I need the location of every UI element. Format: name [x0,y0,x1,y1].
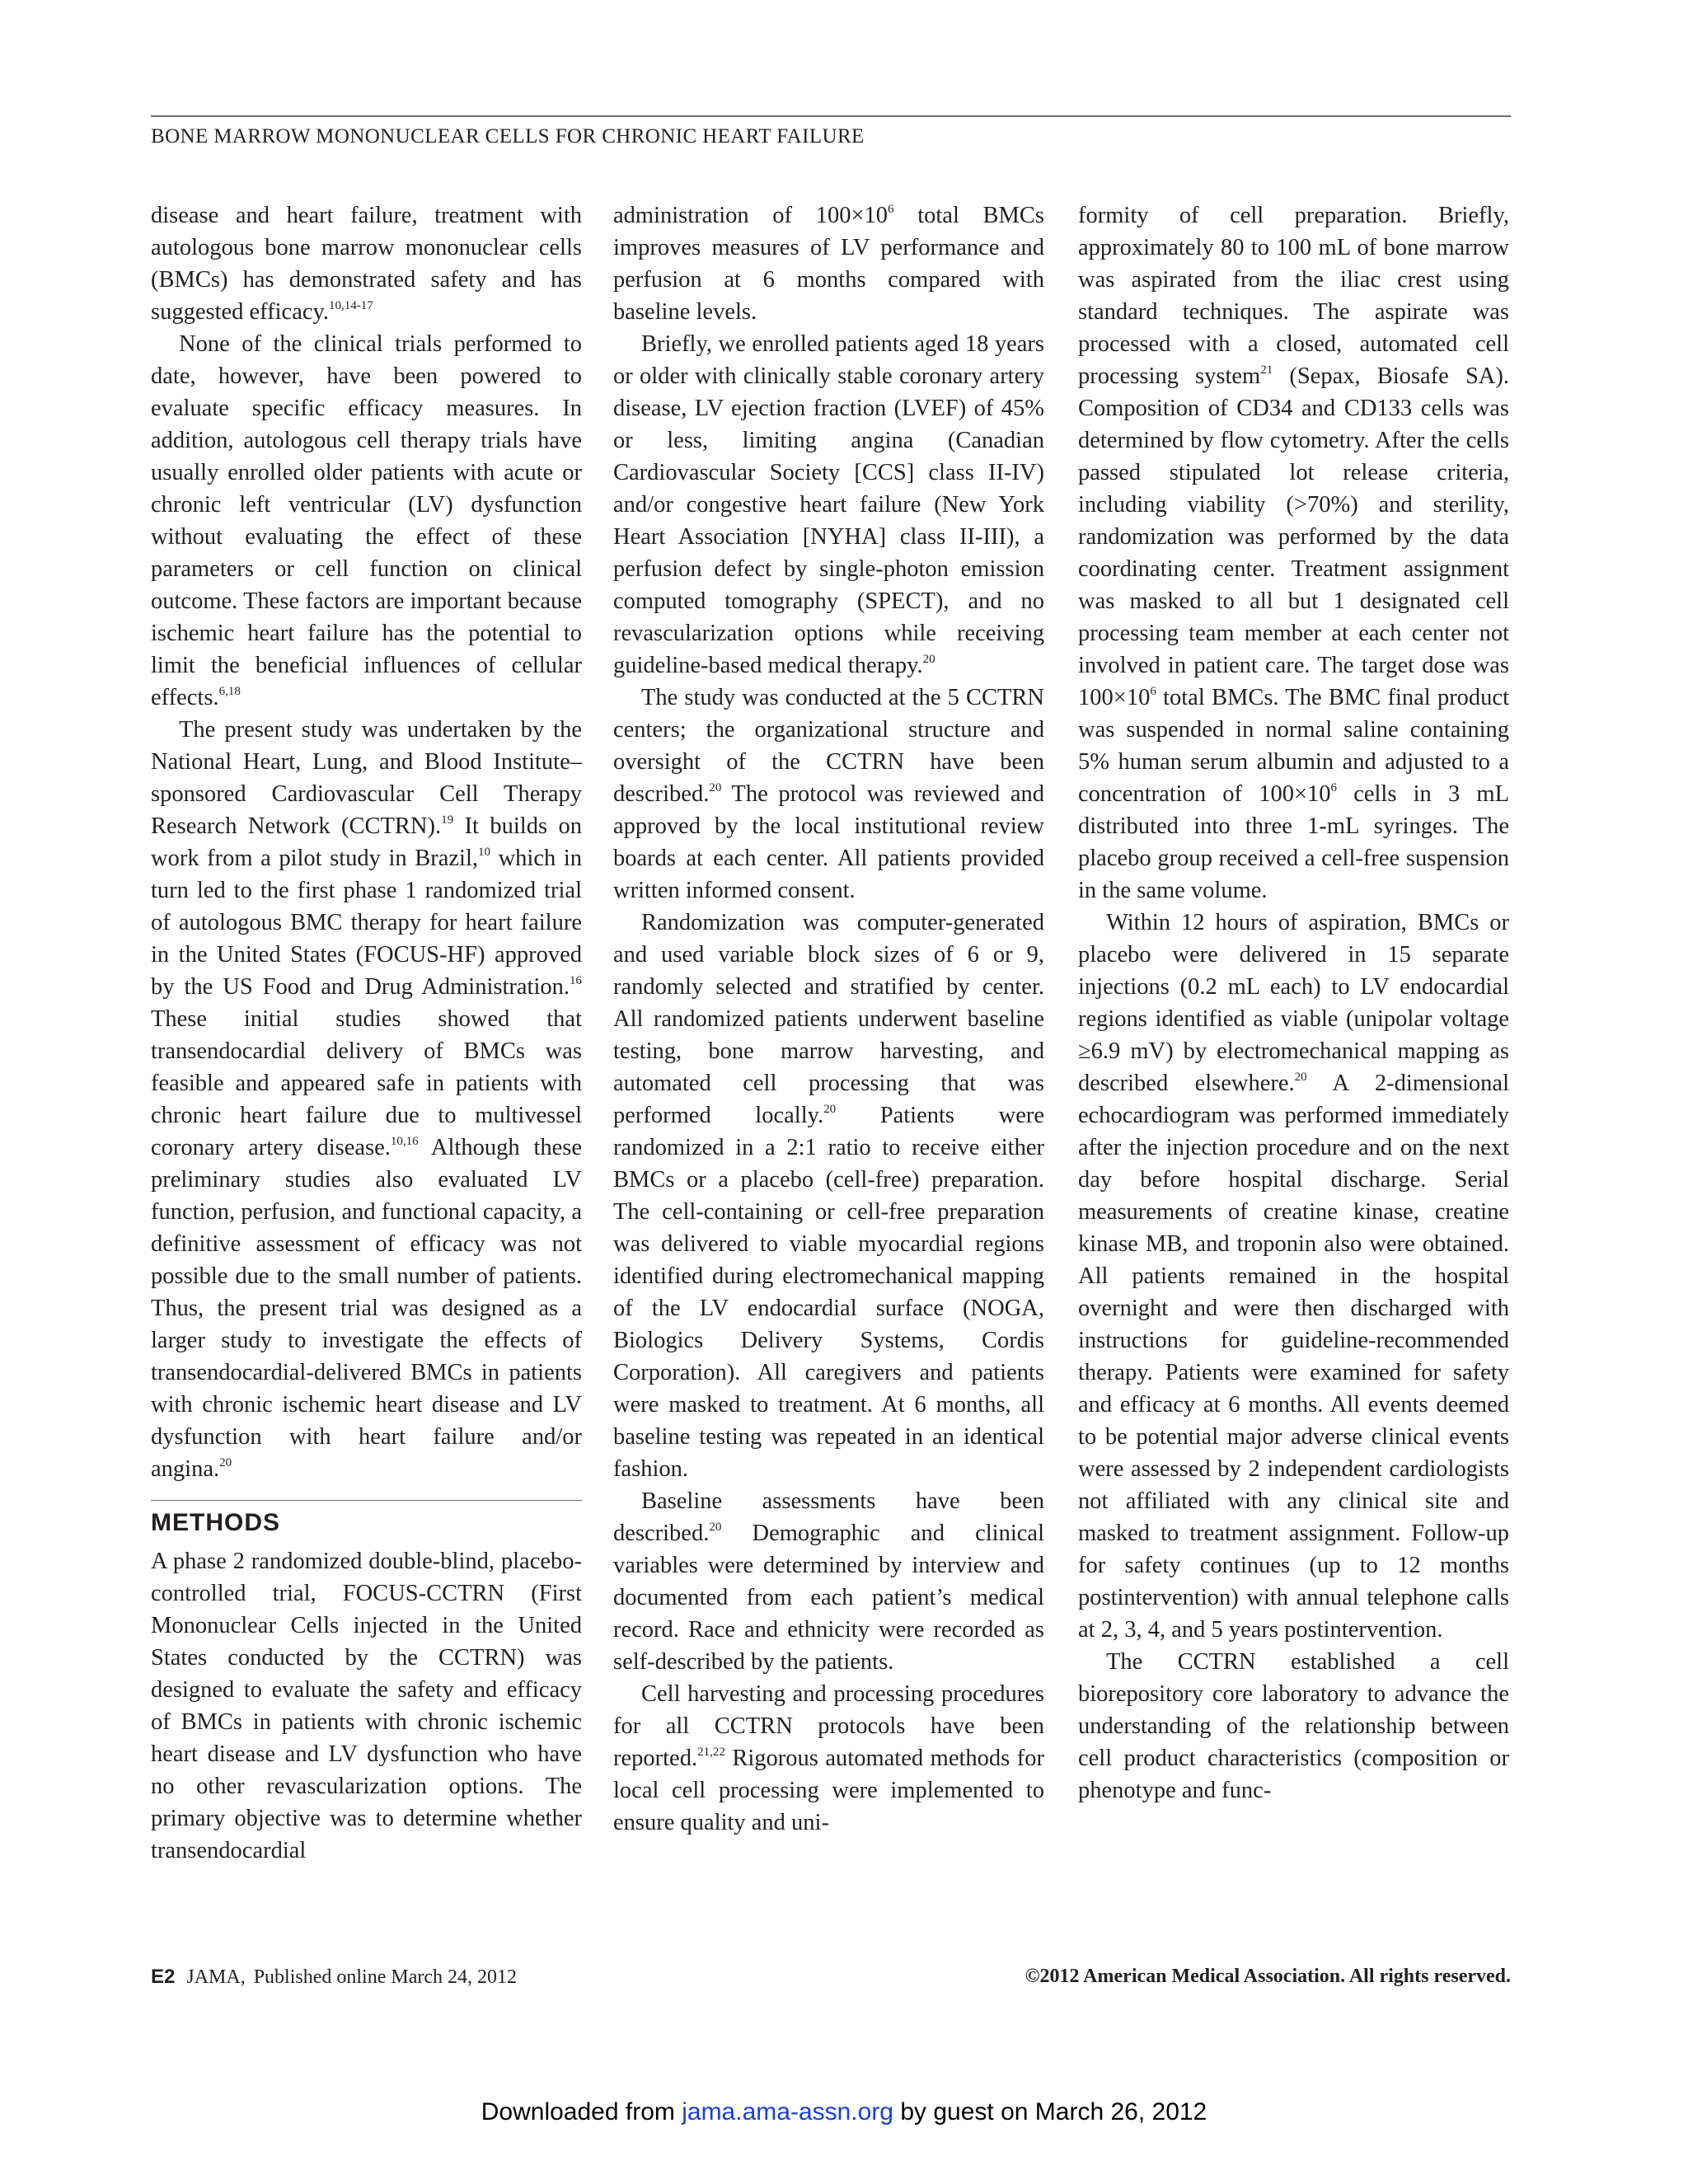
section-rule [151,1500,582,1501]
page-number: E2 [151,1966,176,1988]
citation-ref: 20 [1294,1071,1307,1084]
citation-ref: 20 [219,1456,232,1469]
citation-ref: 21 [1260,363,1273,377]
paragraph: A phase 2 randomized double-blind, placebo-controlled trial, FOCUS-CCTRN (First Mononuclear Cells injected in the United States conducted by the CCTRN) was designed to evaluate the safety and efficacy of BMCs in patients with chronic ischemic heart disease and LV dysfunction who have no other revascularization options. The primary objective was to determine whether transendocardial [151,1549,582,1863]
citation-ref: 19 [441,813,454,827]
paragraph: Cell harvesting and processing procedures for all CCTRN protocols have been reported.$^{21,22}$ Rigorous automated methods for local cell processing were implemented to ensure quality and uni- [613,1681,1044,1835]
citation-ref: 20 [709,1521,722,1534]
citation-ref: 16 [570,974,582,987]
source-link[interactable]: jama.ama-assn.org [682,2098,893,2125]
citation-ref: 20 [709,781,722,794]
paragraph: The study was conducted at the 5 CCTRN centers; the organizational structure and oversight of the CCTRN have been described.$^{20}$ The protocol was reviewed and approved by the local institutional review boards at each center. All patients provided written informed consent. [613,685,1044,903]
download-banner: Downloaded from jama.ama-assn.org by guest on March 26, 2012 [481,2098,1207,2125]
citation-ref: 10,14-17 [329,299,373,312]
paragraph: Randomization was computer-generated and used variable block sizes of 6 or 9, randomly selected and stratified by center. All randomized patients underwent baseline testing, bone marrow harvesting, and automated cell processing that was performed locally.$^{20}$ Patients were randomized in a 2:1 ratio to receive either BMCs or a placebo (cell-free) preparation. The cell-containing or cell-free preparation was delivered to viable myocardial regions identified during electromechanical mapping of the LV endocardial surface (NOGA, Biologics Delivery Systems, Cordis Corporation). All caregivers and patients were masked to treatment. At 6 months, all baseline testing was repeated in an identical fashion. [613,910,1044,1482]
citation-ref: 10,16 [390,1135,419,1148]
methods-heading: METHODS [151,1509,280,1536]
paragraph: None of the clinical trials performed to date, however, have been powered to evaluate specific efficacy measures. In addition, autologous cell therapy trials have usually enrolled older patients with acute or chronic left ventricular (LV) dysfunction without evaluating the effect of these parameters or cell function on clinical outcome. These factors are important because ischemic heart failure has the potential to limit the beneficial influences of cellular effects.$^{6,18}$ [151,331,582,710]
citation-ref: 21,22 [697,1746,725,1759]
paragraph: The present study was undertaken by the National Heart, Lung, and Blood Institute–sponsored Cardiovascular Cell Therapy Research Network (CCTRN).$^{19}$ It builds on work from a pilot study in Brazil,$^{10}$ which in turn led to the first phase 1 randomized trial of autologous BMC therapy for heart failure in the United States (FOCUS-HF) approved by the US Food and Drug Administration.$^{16}$ These initial studies showed that transendocardial delivery of BMCs was feasible and appeared safe in patients with chronic heart failure due to multivessel coronary artery disease.$^{10,16}$ Although these preliminary studies also evaluated LV function, perfusion, and functional capacity, a definitive assessment of efficacy was not possible due to the small number of patients. Thus, the present trial was designed as a larger study to investigate the effects of transendocardial-delivered BMCs in patients with chronic ischemic heart disease and LV dysfunction with heart failure and/or angina.$^{20}$ [151,717,582,1482]
paragraph: The CCTRN established a cell biorepository core laboratory to advance the understanding of the relationship between cell product characteristics (composition or phenotype and func- [1078,1649,1509,1803]
paragraph: disease and heart failure, treatment with autologous bone marrow mononuclear cells (BMCs) has demonstrated safety and has suggested efficacy.$^{10,14-17}$ [151,203,582,325]
citation-ref: 6,18 [218,685,241,698]
header-rule [151,115,1511,117]
citation-ref: 20 [823,1103,837,1116]
publication-date: Published online March 24, 2012 [253,1966,518,1988]
paragraph: Briefly, we enrolled patients aged 18 years or older with clinically stable coronary artery disease, LV ejection fraction (LVEF) of 45% or less, limiting angina (Canadian Cardiovascular Society [CCS] class II-IV) and/or congestive heart failure (New York Heart Association [NYHA] class II-III), a perfusion defect by single-photon emission computed tomography (SPECT), and no revascularization options while receiving guideline-based medical therapy.$^{20}$ [613,331,1044,678]
journal-name: JAMA, [186,1966,246,1988]
copyright-notice: ©2012 American Medical Association. All rights reserved. [1025,1966,1511,1987]
text-column-1 [151,199,582,1867]
paragraph: Baseline assessments have been described.$^{20}$ Demographic and clinical variables were determined by interview and documented from each patient’s medical record. Race and ethnicity were recorded as self-described by the patients. [613,1488,1044,1675]
running-head: BONE MARROW MONONUCLEAR CELLS FOR CHRONIC HEART FAILURE [151,125,865,148]
citation-ref: 10 [478,846,491,859]
citation-ref: 20 [922,653,935,666]
paragraph: Within 12 hours of aspiration, BMCs or placebo were delivered in 15 separate injections (0.2 mL each) to LV endocardial regions identified as viable (unipolar voltage ≥6.9 mV) by electromechanical mapping as described elsewhere.$^{20}$ A 2-dimensional echocardiogram was performed immediately after the injection procedure and on the next day before hospital discharge. Serial measurements of creatine kinase, creatine kinase MB, and troponin also were obtained. All patients remained in the hospital overnight and were then discharged with instructions for guideline-recommended therapy. Patients were examined for safety and efficacy at 6 months. All events deemed to be potential major adverse clinical events were assessed by 2 independent cardiologists not affiliated with any clinical site and masked to treatment assignment. Follow-up for safety continues (up to 12 months postintervention) with annual telephone calls at 2, 3, 4, and 5 years postintervention. [1078,910,1509,1643]
text-column-3 [1078,199,1509,1807]
text-column-2 [613,199,1044,1839]
page-footer-left [151,1966,517,1989]
paragraph: administration of $100\times 10^6$ total BMCs improves measures of LV performance and perfusion at 6 months compared with baseline levels. [613,203,1044,325]
paragraph: formity of cell preparation. Briefly, approximately 80 to 100 mL of bone marrow was aspirated from the iliac crest using standard techniques. The aspirate was processed with a closed, automated cell processing system$^{21}$ (Sepax, Biosafe SA). Composition of CD34 and CD133 cells was determined by flow cytometry. After the cells passed stipulated lot release criteria, including viability (>70%) and sterility, randomization was performed by the data coordinating center. Treatment assignment was masked to all but 1 designated cell processing team member at each center not involved in patient care. The target dose was $100\times 10^6$ total BMCs. The BMC final product was suspended in normal saline containing 5% human serum albumin and adjusted to a concentration of $100\times 10^6$ cells in 3 mL distributed into three 1-mL syringes. The placebo group received a cell-free suspension in the same volume. [1078,203,1509,903]
